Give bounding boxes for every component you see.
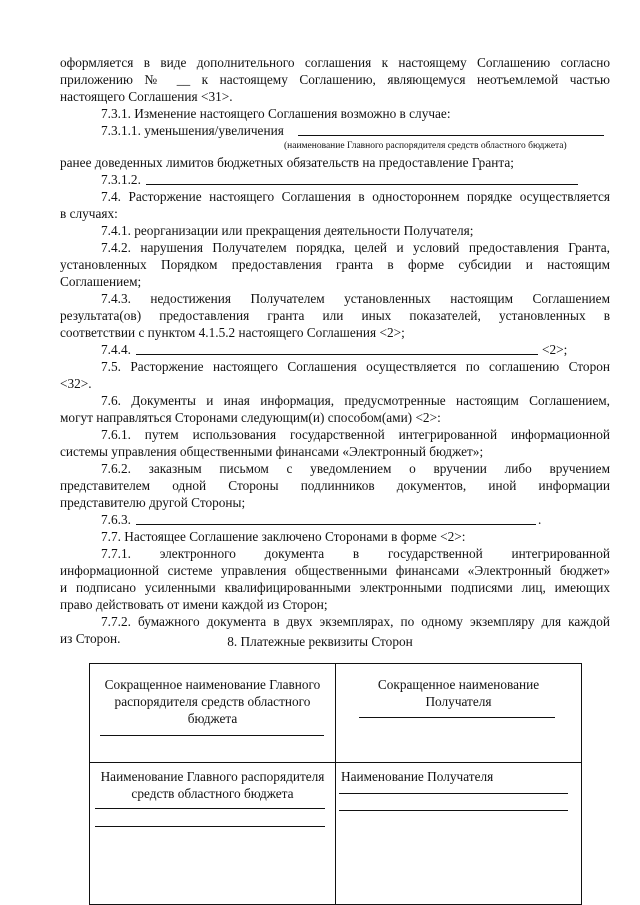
clause-7-7-2: 7.7.2. бумажного документа в двух экземплярах, по одному экземпляру для каждой — [101, 614, 610, 629]
clause-7-3-1: 7.3.1. Изменение настоящего Соглашения возможно в случае: — [101, 106, 451, 121]
text-line: Соглашением; — [60, 274, 142, 289]
fill-in-line[interactable] — [136, 354, 538, 355]
grbs-short-name-label: Сокращенное наименование Главного распорядителя средств областного бюджета — [104, 677, 321, 726]
clause-7-4-4: 7.4.4. — [101, 342, 131, 357]
fill-in-line[interactable] — [146, 184, 578, 185]
period: . — [538, 512, 542, 527]
text-line: право действовать от имени каждой из Сторон; — [60, 597, 328, 612]
text-line: системы управления общественными финансами «Электронный бюджет»; — [60, 444, 484, 459]
text-line: ранее доведенных лимитов бюджетных обязательств на предоставление Гранта; — [60, 155, 514, 170]
fill-in-line[interactable] — [339, 810, 568, 811]
clause-7-6-3: 7.6.3. — [101, 512, 131, 527]
text-line: и подписано усиленными квалифицированными электронными подписями лиц, имеющих — [60, 580, 610, 595]
footnote-ref: <2>; — [542, 342, 568, 357]
clause-7-4-2: 7.4.2. нарушения Получателем порядка, целей и условий предоставления Гранта, — [101, 240, 610, 255]
text-line: представителю другой Стороны; — [60, 495, 246, 510]
fill-in-line[interactable] — [339, 793, 568, 794]
clause-7-6: 7.6. Документы и иная информация, предусмотренные настоящим Соглашением, — [101, 393, 610, 408]
fill-in-line[interactable] — [95, 808, 325, 809]
field-hint: (наименование Главного распорядителя средств областного бюджета) — [284, 141, 567, 151]
grbs-name-label: Наименование Главного распорядителя средств областного бюджета — [100, 769, 325, 801]
text-line: <32>. — [60, 376, 92, 391]
fill-in-line[interactable] — [298, 135, 604, 136]
fill-in-line[interactable] — [95, 826, 325, 827]
clause-7-6-1: 7.6.1. путем использования государственной интегрированной информационной — [101, 427, 610, 442]
clause-7-7-1: 7.7.1. электронного документа в государственной интегрированной — [101, 546, 610, 561]
signature-line[interactable] — [100, 735, 324, 736]
text-line: оформляется в виде дополнительного соглашения к настоящему Соглашению согласно — [60, 55, 610, 70]
recipient-short-name-label: Сокращенное наименование Получателя — [377, 677, 540, 709]
clause-7-3-1-1: 7.3.1.1. уменьшения/увеличения — [101, 123, 284, 138]
text-line: информационной системе управления общественными финансами «Электронный бюджет» — [60, 563, 610, 578]
clause-7-4-3: 7.4.3. недостижения Получателем установленных настоящим Соглашением — [101, 291, 610, 306]
text-line: соответствии с пунктом 4.1.5.2 настоящего Соглашения <2>; — [60, 325, 405, 340]
text-line: установленных Порядком предоставления гранта в форме субсидии и настоящим — [60, 257, 610, 272]
clause-7-4: 7.4. Расторжение настоящего Соглашения в одностороннем порядке осуществляется — [101, 189, 610, 204]
text-line: результата(ов) предоставления гранта или иных показателей, установленных в — [60, 308, 610, 323]
text-line: приложению № __ к настоящему Соглашению, являющемуся неотъемлемой частью — [60, 72, 610, 87]
recipient-name-label: Наименование Получателя — [341, 769, 494, 784]
text-line: из Сторон. — [60, 631, 121, 646]
text-line: представителем одной Стороны подлинников документов, иной информации — [60, 478, 610, 493]
signature-line[interactable] — [359, 717, 555, 718]
clause-7-5: 7.5. Расторжение настоящего Соглашения осуществляется по соглашению Сторон — [101, 359, 610, 374]
fill-in-line[interactable] — [136, 524, 536, 525]
clause-7-6-2: 7.6.2. заказным письмом с уведомлением о вручении либо вручением — [101, 461, 610, 476]
text-line: настоящего Соглашения <31>. — [60, 89, 233, 104]
clause-7-4-1: 7.4.1. реорганизации или прекращения деятельности Получателя; — [101, 223, 474, 238]
clause-7-3-1-2: 7.3.1.2. — [101, 172, 141, 187]
clause-7-7: 7.7. Настоящее Соглашение заключено Сторонами в форме <2>: — [101, 529, 466, 544]
text-line: могут направляться Сторонами следующим(и) способом(ами) <2>: — [60, 410, 441, 425]
section-8-title: 8. Платежные реквизиты Сторон — [227, 634, 413, 649]
text-line: в случаях: — [60, 206, 118, 221]
